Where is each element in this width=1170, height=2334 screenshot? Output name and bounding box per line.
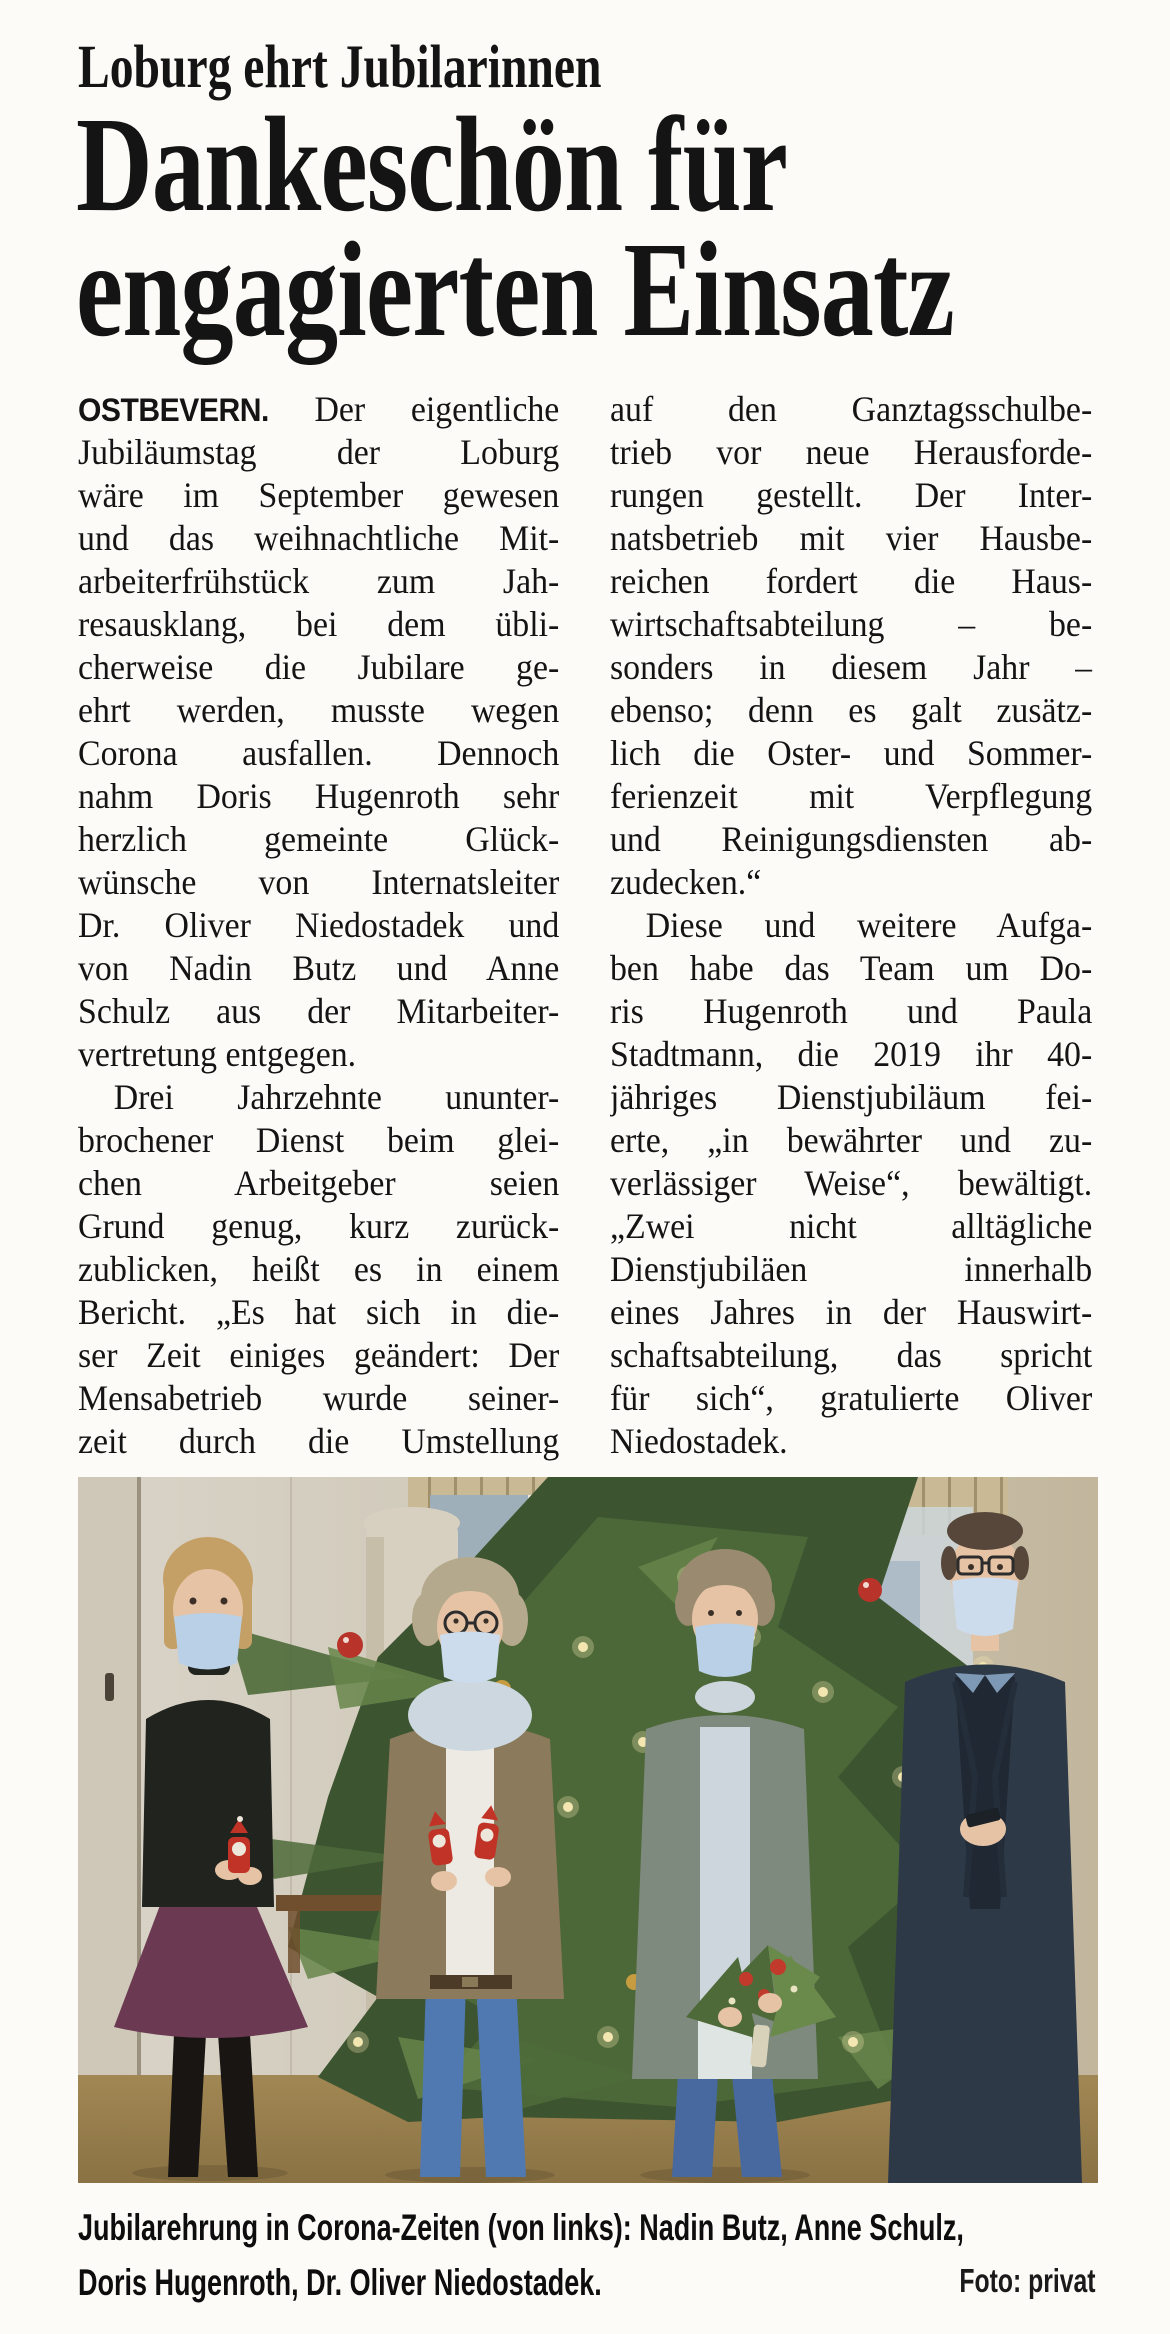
body-line: wäre im September gewesen <box>78 475 560 515</box>
body-line: wirtschaftsabteilung – be- <box>610 604 1093 644</box>
body-line: rungen gestellt. Der Inter- <box>610 475 1093 515</box>
body-line: vertretung entgegen. <box>78 1034 357 1074</box>
article-photo <box>78 1477 1098 2183</box>
headline-line-2: engagierten Einsatz <box>76 215 954 365</box>
body-line: jähriges Dienstjubiläum fei- <box>610 1077 1093 1117</box>
body-line: natsbetrieb mit vier Hausbe- <box>610 518 1093 558</box>
body-line: zudecken.“ <box>610 862 762 902</box>
face-mask <box>440 1632 500 1684</box>
body-line: wünsche von Internatsleiter <box>78 862 560 902</box>
body-line: Dienstjubiläen innerhalb <box>610 1249 1093 1289</box>
body-line: cherweise die Jubilare ge- <box>78 647 560 687</box>
body-line: resausklang, bei dem übli- <box>78 604 560 644</box>
face-mask <box>952 1578 1018 1637</box>
kicker: Loburg ehrt Jubilarinnen <box>78 34 602 101</box>
body-line: arbeiterfrühstück zum Jah- <box>78 561 560 601</box>
body-line: auf den Ganztagsschulbe- <box>610 389 1093 429</box>
photo-caption <box>78 2200 1093 2310</box>
body-line: für sich“, gratulierte Oliver <box>610 1378 1093 1418</box>
body-line: Jubiläumstag der Loburg <box>78 432 560 472</box>
face-mask <box>695 1624 755 1678</box>
body-line: Dr. Oliver Niedostadek und <box>78 905 560 945</box>
body-line: und Reinigungsdiensten ab- <box>610 819 1093 859</box>
photo-credit: Foto: privat <box>958 2262 1095 2299</box>
body-line: reichen fordert die Haus- <box>610 561 1093 601</box>
body-line: Niedostadek. <box>610 1421 788 1461</box>
body-line: nahm Doris Hugenroth sehr <box>78 776 560 816</box>
body-line: ser Zeit einiges geändert: Der <box>78 1335 560 1375</box>
body-line: Corona ausfallen. Dennoch <box>78 733 560 773</box>
body-line: Mensabetrieb wurde seiner- <box>78 1378 560 1418</box>
body-line: brochener Dienst beim glei- <box>78 1120 560 1160</box>
headline <box>76 90 954 365</box>
body-line: ebenso; denn es galt zusätz- <box>610 690 1093 730</box>
body-line: sonders in diesem Jahr – <box>610 647 1093 687</box>
caption-line-2: Doris Hugenroth, Dr. Oliver Niedostadek. <box>78 2262 602 2303</box>
body-line: Stadtmann, die 2019 ihr 40- <box>610 1034 1093 1074</box>
body-line: und das weihnachtliche Mit- <box>78 518 560 558</box>
body-line: Bericht. „Es hat sich in die- <box>78 1292 560 1332</box>
body-line: trieb vor neue Herausforde- <box>610 432 1093 472</box>
face-mask <box>174 1613 242 1670</box>
caption-line-1: Jubilarehrung in Corona-Zeiten (von links): Nadin Butz, Anne Schulz, <box>78 2207 964 2248</box>
body-line: zublicken, heißt es in einem <box>78 1249 560 1289</box>
dateline: OSTBEVERN. <box>78 392 269 428</box>
body-line: erte, „in bewährter und zu- <box>610 1120 1093 1160</box>
body-line: Schulz aus der Mitarbeiter- <box>78 991 560 1031</box>
scarf <box>408 1679 532 1751</box>
body-line: OSTBEVERN. Der eigentliche <box>78 389 560 429</box>
body-line: eines Jahres in der Hauswirt- <box>610 1292 1093 1332</box>
body-line: Diese und weitere Aufga- <box>645 905 1093 945</box>
body-line: ris Hugenroth und Paula <box>610 991 1093 1031</box>
column-right <box>610 388 1092 1463</box>
body-line: Grund genug, kurz zurück- <box>78 1206 560 1246</box>
photo-illustration <box>78 1477 1098 2183</box>
hair <box>947 1512 1023 1550</box>
door-handle <box>105 1673 114 1701</box>
headline-line-1: Dankeschön für <box>76 90 788 240</box>
body-line: ferienzeit mit Verpflegung <box>610 776 1093 816</box>
body-line: lich die Oster- und Sommer- <box>610 733 1093 773</box>
column-left <box>78 388 559 1463</box>
body-line: Drei Jahrzehnte ununter- <box>113 1077 560 1117</box>
body-line: ben habe das Team um Do- <box>610 948 1093 988</box>
body-line: verlässiger Weise“, bewältigt. <box>610 1163 1093 1203</box>
body-line: ehrt werden, musste wegen <box>78 690 560 730</box>
body-line: zeit durch die Umstellung <box>78 1421 560 1461</box>
body-line: von Nadin Butz und Anne <box>78 948 560 988</box>
body-line: herzlich gemeinte Glück- <box>78 819 560 859</box>
body-line: schaftsabteilung, das spricht <box>610 1335 1093 1375</box>
body-line: „Zwei nicht alltägliche <box>610 1206 1093 1246</box>
body-line: chen Arbeitgeber seien <box>78 1163 560 1203</box>
